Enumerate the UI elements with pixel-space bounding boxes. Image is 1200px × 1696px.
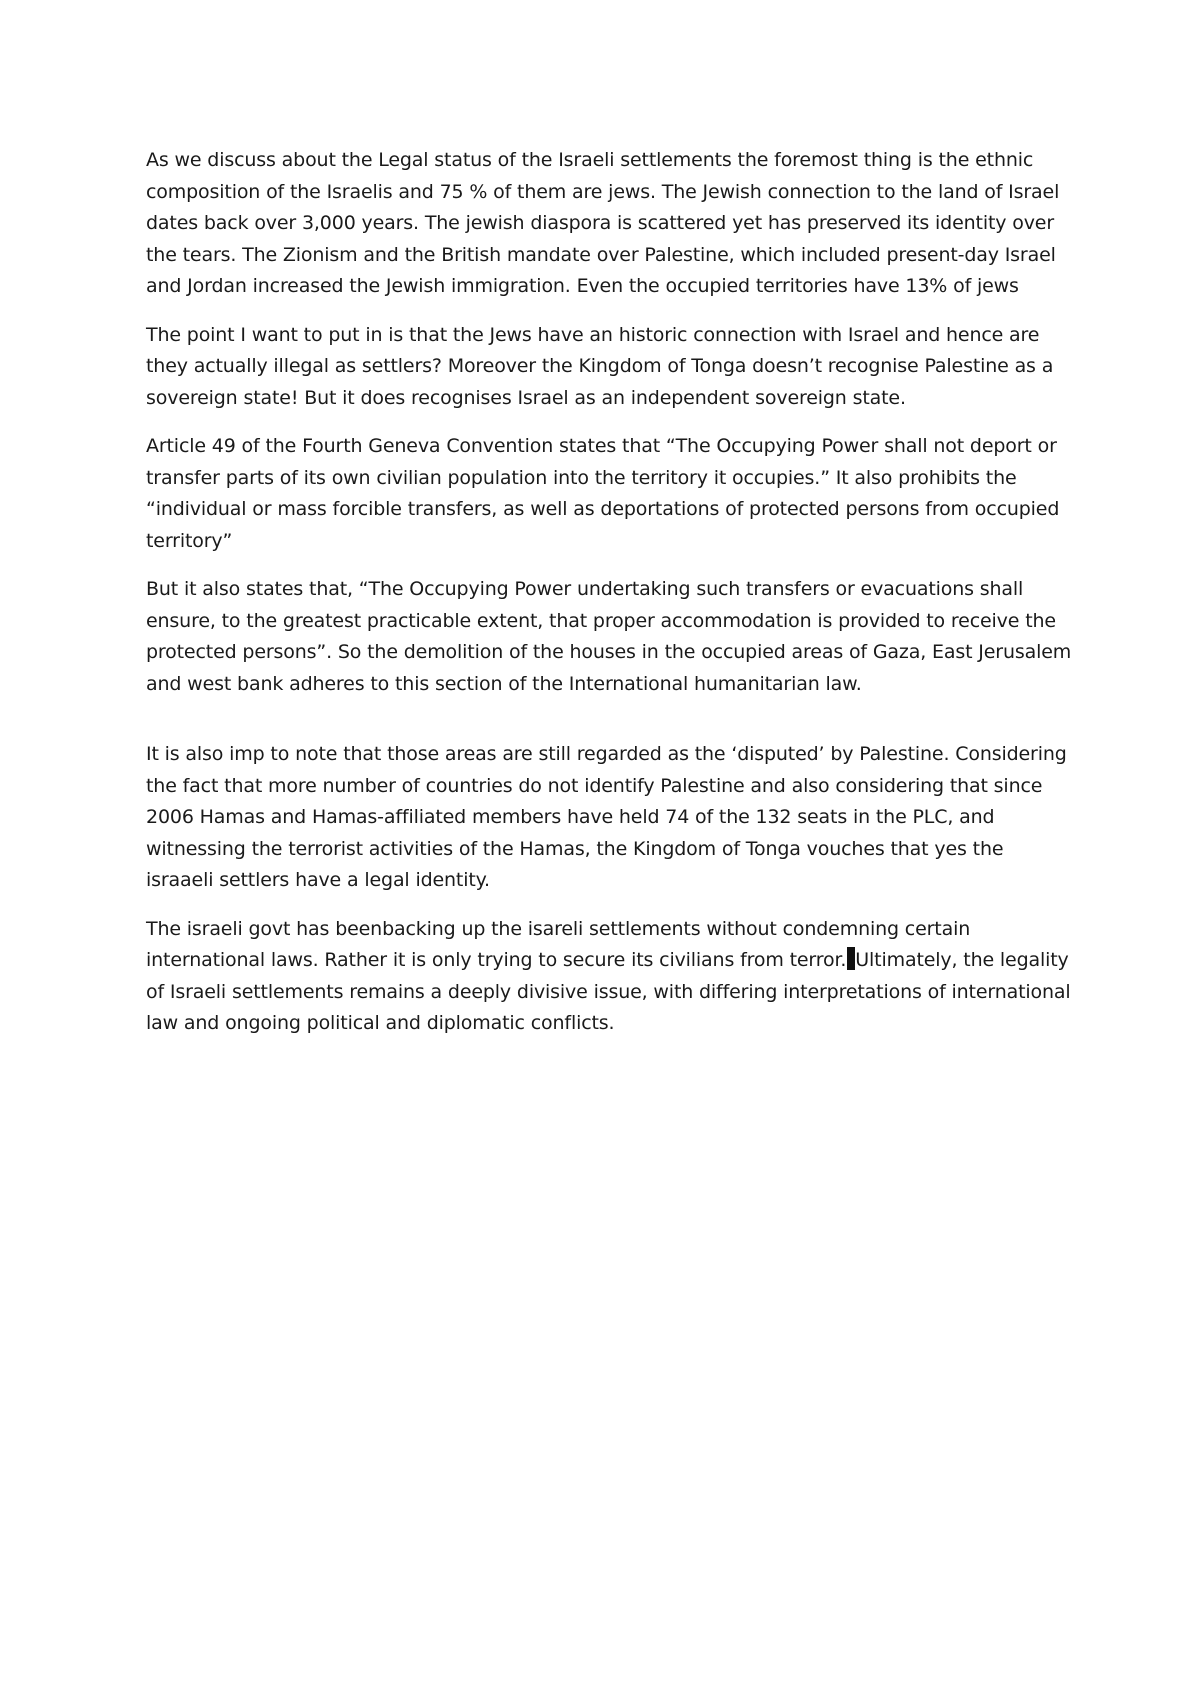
paragraph-text-before-cursor: The israeli govt has beenbacking up the isareli settlements without condemning certain international laws. Rather it is only trying to secure its civilians from terror. [146,917,971,971]
paragraph-occupying-power: But it also states that, “The Occupying Power undertaking such transfers or evacuations shall ensure, to the greatest practicable extent, that proper accommodation is provided to receive the protected persons”. So the demolition of the houses in the occupied areas of Gaza, East Jerusalem and west bank adheres to this section of the International humanitarian law. [146,578,1072,695]
paragraph-ethnic-composition: As we discuss about the Legal status of the Israeli settlements the foremost thing is the ethnic composition of the Israelis and 75 % of them are jews. The Jewish connection to the land of Israel dates back over 3,000 years. The jewish diaspora is scattered yet has preserved its identity over the tears. The Zionism and the British mandate over Palestine, which included present-day Israel and Jordan increased the Jewish immigration. Even the occupied territories have 13% of jews [146,149,1060,297]
paragraph-disputed-areas: It is also imp to note that those areas are still regarded as the ‘disputed’ by Palestine. Considering the fact that more number of countries do not identify Palestine and also considering that since 2006 Hamas and Hamas-affiliated members have held 74 of the 132 seats in the PLC, and witnessing the terrorist activities of the Hamas, the Kingdom of Tonga vouches that yes the israaeli settlers have a legal identity. [146,743,1067,891]
paragraph-text-after-cursor: Ultimately, the legality of Israeli settlements remains a deeply divisive issue, with differing interpretations of international law and ongoing political and diplomatic conflicts. [146,949,1071,1034]
paragraph-historic-connection: The point I want to put in is that the Jews have an historic connection with Israel and hence are they actually illegal as settlers? Moreover the Kingdom of Tonga doesn’t recognise Palestine as a sovereign state! But it does recognises Israel as an independent sovereign state. [146,323,1054,409]
document-body[interactable] [146,145,1076,1057]
paragraph-israeli-govt [146,914,1076,1040]
paragraph-geneva-convention: Article 49 of the Fourth Geneva Convention states that “The Occupying Power shall not deport or transfer parts of its own civilian population into the territory it occupies.” It also prohibits the “individual or mass forcible transfers, as well as deportations of protected persons from occupied territory” [146,435,1060,552]
